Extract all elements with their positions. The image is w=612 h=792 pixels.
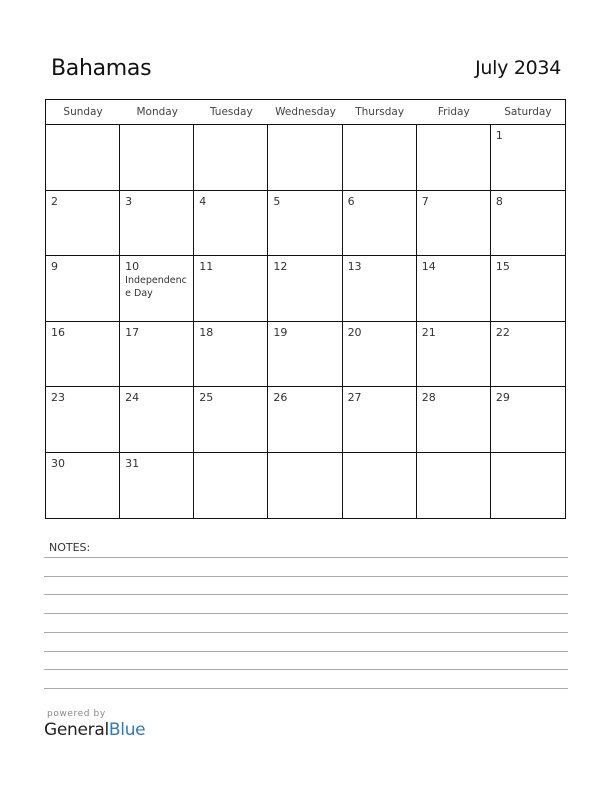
weekday-thursday: Thursday <box>355 106 405 118</box>
day-number: 31 <box>125 456 140 470</box>
day-cell[interactable] <box>194 256 268 322</box>
day-cell[interactable] <box>268 191 342 257</box>
notes-line <box>44 576 568 577</box>
day-cell[interactable] <box>194 387 268 453</box>
day-cell[interactable] <box>343 453 417 519</box>
notes-line <box>44 669 568 670</box>
day-number: 1 <box>495 129 503 142</box>
day-number: 10 <box>125 260 140 273</box>
day-cell[interactable] <box>194 453 268 519</box>
notes-line <box>44 688 568 689</box>
day-cell[interactable] <box>268 387 342 453</box>
day-cell[interactable] <box>268 256 342 322</box>
day-number: 29 <box>495 391 510 404</box>
brand-logo[interactable] <box>44 720 145 740</box>
notes-line <box>44 651 568 652</box>
day-cell[interactable] <box>194 322 268 388</box>
day-number: 23 <box>51 391 65 404</box>
notes-line <box>44 632 568 633</box>
weekday-monday: Monday <box>136 106 178 118</box>
notes-line <box>44 594 568 595</box>
weekday-header <box>46 100 565 125</box>
day-cell[interactable] <box>343 387 417 453</box>
brand-blue: Blue <box>108 720 146 740</box>
day-number: 7 <box>421 194 429 208</box>
day-cell[interactable] <box>120 191 194 257</box>
day-number: 28 <box>421 391 436 404</box>
weekday-saturday: Saturday <box>504 106 552 118</box>
day-cell[interactable] <box>194 191 268 257</box>
day-cell[interactable] <box>417 387 491 453</box>
day-cell[interactable] <box>46 125 120 191</box>
day-cell[interactable] <box>268 125 342 191</box>
day-cell[interactable] <box>417 453 491 519</box>
day-number: 22 <box>495 325 510 339</box>
day-cell[interactable] <box>417 191 491 257</box>
day-cell[interactable] <box>268 453 342 519</box>
day-number: 14 <box>421 260 436 273</box>
day-cell[interactable] <box>120 453 194 519</box>
day-cell[interactable] <box>417 256 491 322</box>
day-number: 17 <box>125 325 140 339</box>
day-number: 12 <box>273 260 288 273</box>
notes-label: NOTES: <box>49 541 91 554</box>
day-number: 27 <box>347 391 362 404</box>
day-number: 5 <box>273 194 281 208</box>
weekday-sunday: Sunday <box>63 106 103 118</box>
day-number: 19 <box>273 325 288 339</box>
day-cell[interactable] <box>46 322 120 388</box>
weekday-tuesday: Tuesday <box>209 106 253 118</box>
day-number: 4 <box>199 194 207 208</box>
day-cell[interactable] <box>343 322 417 388</box>
day-number: 11 <box>199 260 214 273</box>
powered-by-text: powered by <box>47 709 106 719</box>
day-number: 3 <box>125 194 133 208</box>
day-number: 13 <box>347 260 362 273</box>
country-title: Bahamas <box>51 56 152 81</box>
notes-line <box>44 557 568 558</box>
month-year-title: July 2034 <box>475 57 561 79</box>
brand-general: General <box>44 720 109 740</box>
day-cell[interactable] <box>46 387 120 453</box>
weekday-friday: Friday <box>437 106 470 118</box>
day-cell[interactable] <box>343 256 417 322</box>
day-number: 9 <box>51 260 58 273</box>
day-cell[interactable] <box>491 191 565 257</box>
day-cell[interactable] <box>120 125 194 191</box>
day-cell[interactable] <box>120 322 194 388</box>
day-number: 6 <box>347 194 355 208</box>
day-number: 26 <box>273 391 288 404</box>
weekday-wednesday: Wednesday <box>275 106 336 118</box>
day-cell[interactable] <box>491 256 565 322</box>
day-number: 16 <box>51 325 65 339</box>
day-cell[interactable] <box>491 453 565 519</box>
day-number: 24 <box>125 391 140 404</box>
day-number: 20 <box>347 325 362 339</box>
day-cell[interactable] <box>491 125 565 191</box>
day-cell[interactable] <box>491 322 565 388</box>
notes-line <box>44 613 568 614</box>
day-cell[interactable] <box>343 191 417 257</box>
day-number: 30 <box>51 456 65 470</box>
day-cell[interactable] <box>46 191 120 257</box>
day-number: 8 <box>495 194 503 208</box>
calendar-grid <box>45 99 566 519</box>
day-number: 15 <box>495 260 510 273</box>
day-cell[interactable] <box>417 322 491 388</box>
day-number: 18 <box>199 325 214 339</box>
day-cell[interactable] <box>120 256 194 322</box>
day-cell[interactable] <box>268 322 342 388</box>
day-cells <box>46 125 565 518</box>
day-cell[interactable] <box>120 387 194 453</box>
day-cell[interactable] <box>491 387 565 453</box>
day-cell[interactable] <box>417 125 491 191</box>
day-cell[interactable] <box>343 125 417 191</box>
day-cell[interactable] <box>46 453 120 519</box>
day-cell[interactable] <box>46 256 120 322</box>
day-number: 2 <box>51 194 58 208</box>
day-cell[interactable] <box>194 125 268 191</box>
holiday-label: Independence Day <box>125 275 187 299</box>
day-number: 21 <box>421 325 436 339</box>
day-number: 25 <box>199 391 214 404</box>
